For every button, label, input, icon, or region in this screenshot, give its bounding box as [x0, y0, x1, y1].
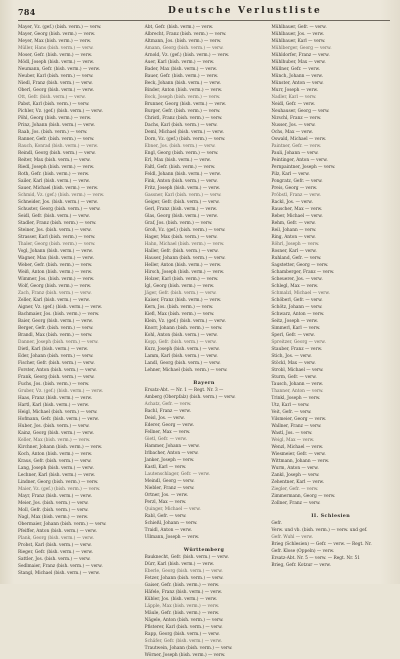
casualty-entry: Graf, Jos. (bish. verm.) — verw. — [144, 221, 213, 226]
casualty-entry: Steiner, Jos. (bish. verm.) — verw. — [18, 228, 92, 233]
casualty-entry: Lehner, Michael (bish. verm.) — verw. — [144, 368, 228, 373]
casualty-entry: Dietl, Karl (bish. verm.) — verw. — [18, 347, 88, 352]
casualty-entry: Faltl, Gefr. (bish. verm.) — verw. — [144, 165, 216, 170]
casualty-entry: Lamm, Karl (bish. verm.) — verw. — [144, 354, 218, 359]
casualty-entry: Pongratz, Gefr. — verw. — [271, 179, 323, 184]
casualty-entry: Fischer, Gefr. (bish. verm.) — verw. — [18, 361, 95, 366]
casualty-entry: Mayer, Vz. (gef.) (bish. verm.) — verw. — [18, 25, 102, 30]
casualty-entry: Nadler, Karl — verw. — [271, 95, 317, 100]
casualty-entry: Preis, Georg — verw. — [271, 186, 318, 191]
casualty-entry: Landl, Georg (bish. verm.) — verw. — [144, 361, 221, 366]
casualty-entry: Pilz, Karl — verw. — [271, 172, 310, 177]
casualty-entry: Stöckl, Max — verw. — [271, 361, 316, 366]
casualty-entry: Rauch, Konrad (bish. verm.) — verw. — [18, 144, 98, 149]
text-columns — [18, 24, 390, 658]
casualty-entry: Brunner, Georg (bish. verm.) — verw. — [144, 102, 227, 107]
casualty-entry: Ranner, Gefr. (bish. verm.) — verw. — [18, 137, 95, 142]
casualty-entry: Wiesmeier, Gefr. — verw. — [271, 452, 326, 457]
casualty-entry: Peintinger, Anton — verw. — [271, 158, 328, 163]
page-header — [18, 6, 390, 21]
casualty-entry: Wittmann, Johann — verw. — [271, 459, 330, 464]
casualty-entry: Keller, Max (bish. verm.) — verw. — [18, 438, 91, 443]
casualty-entry: Oswald, Michael — verw. — [271, 137, 327, 142]
casualty-entry: Wallner, Franz — verw. — [271, 424, 322, 429]
casualty-entry: Utz, Karl — verw. — [271, 403, 310, 408]
casualty-entry: Traidl, Anton — verw. — [144, 528, 192, 533]
casualty-entry: Niedl, Franz (bish. verm.) — verw. — [18, 81, 93, 86]
casualty-entry: Berger, Gefr. (bish. verm.) — verw. — [18, 326, 94, 331]
casualty-entry: Stadler, Franz (bish. verm.) — verw. — [18, 221, 97, 226]
casualty-entry: Thanner, Anton — verw. — [271, 389, 324, 394]
casualty-entry: Reil, Johann — verw. — [271, 228, 317, 233]
casualty-entry: Brandl, Max (bish. verm.) — verw. — [18, 333, 93, 338]
casualty-entry: Rackl, Jos. — verw. — [271, 200, 313, 205]
casualty-entry: Schmid, Vz. (gef.) (bish. verm.) — verw. — [18, 193, 105, 198]
casualty-entry: Fuchs, Jos. (bish. verm.) — verw. — [18, 382, 90, 387]
casualty-entry: Roth, Gefr. (bish. verm.) — verw. — [18, 172, 90, 177]
casualty-entry: Wolf, Georg (bish. verm.) — verw. — [18, 284, 92, 289]
casualty-entry: Igl, Georg (bish. verm.) — verw. — [144, 284, 215, 289]
casualty-entry: Obermaier, Johann (bish. verm.) — verw. — [18, 522, 107, 527]
casualty-entry: Weber, Gefr. (bish. verm.) — verw. — [18, 263, 93, 268]
casualty-entry: Münch, Johann — verw. — [271, 74, 323, 79]
page-number: 784 — [18, 7, 36, 17]
casualty-entry: Prinz, Johann (bish. verm.) — verw. — [18, 123, 95, 128]
casualty-entry: Trautwein, Johann (bish. verm.) — verw. — [144, 646, 233, 651]
casualty-entry: Bock, Joseph (bish. verm.) — verw. — [144, 95, 221, 100]
casualty-entry: Schießl, Johann — verw. — [144, 521, 198, 526]
casualty-entry: Weigl, Max — verw. — [271, 438, 315, 443]
casualty-entry: Müllner, Gefr. — verw. — [271, 67, 320, 72]
column-left — [18, 24, 137, 580]
casualty-entry: Kirchner, Johann (bish. verm.) — verw. — [18, 445, 103, 450]
casualty-entry: Engl, Georg (bish. verm.) — verw. — [144, 151, 219, 156]
casualty-entry: Pauli, Johann — verw. — [271, 151, 319, 156]
casualty-entry: Röhrl, Joseph — verw. — [271, 242, 320, 247]
casualty-entry: Reber, Michael — verw. — [271, 214, 323, 219]
casualty-entry: Ortner, Jos. — verw. — [144, 493, 189, 498]
casualty-entry: Wörner, Joseph (bish. verm.) — verw. — [144, 653, 226, 658]
casualty-entry: Murr, Joseph — verw. — [271, 88, 319, 93]
casualty-entry: Bauer, Gefr. (bish. verm.) — verw. — [144, 74, 219, 79]
casualty-entry: Sagstetter, Georg — verw. — [271, 263, 329, 268]
column-right — [271, 24, 390, 580]
casualty-entry: Pröbstl, Franz — verw. — [271, 193, 321, 198]
casualty-entry: Frank, Georg (bish. verm.) — verw. — [18, 375, 95, 380]
casualty-entry: Münster, Anton — verw. — [271, 81, 324, 86]
casualty-entry: Schneider, Jos. (bish. verm.) — verw. — [18, 200, 98, 205]
casualty-entry: Zollner, Franz — verw. — [271, 501, 321, 506]
casualty-entry: Rauscher, Max — verw. — [271, 207, 323, 212]
casualty-entry: Dorn, Vz. (gef.) (bish. verm.) — verw. — [144, 137, 226, 142]
casualty-entry: Geiger, Gefr. (bish. verm.) — verw. — [144, 200, 220, 205]
casualty-entry: Heigl, Michael (bish. verm.) — verw. — [18, 410, 98, 415]
casualty-entry: Reiter, Max (bish. verm.) — verw. — [18, 158, 91, 163]
casualty-entry: Forster, Anton (bish. verm.) — verw. — [18, 368, 97, 373]
casualty-entry: Gruber, Vz. (gef.) (bish. verm.) — verw. — [18, 389, 104, 394]
casualty-entry: Mühldorfer, Franz — verw. — [271, 53, 330, 58]
casualty-entry: Bauknecht, Gefr. (bish. verm.) — verw. — [144, 555, 229, 560]
casualty-entry: Ersatz-Abt. Nr. 5 — verw. — Regt. Nr. 51 — [271, 556, 361, 561]
casualty-entry: Oberl, Georg (bish. verm.) — verw. — [18, 88, 94, 93]
casualty-entry: Feldl, Johann (bish. verm.) — verw. — [144, 172, 221, 177]
casualty-entry: Ersatz-Abt. — Nr. 1 — Regt. Nr. 3 — — [144, 388, 224, 393]
casualty-entry: Raab, Jos. (bish. verm.) — verw. — [18, 130, 88, 135]
casualty-entry: Knorr, Johann (bish. verm.) — verw. — [144, 326, 223, 331]
section-heading: Bayern — [193, 380, 215, 386]
casualty-entry: Hofmann, Gefr. (bish. verm.) — verw. — [18, 417, 99, 422]
casualty-entry: Nusser, Jos. — verw. — [271, 123, 316, 128]
casualty-entry: Fetzer, Johann (bish. verm.) — verw. — [144, 576, 224, 581]
casualty-entry: Kainz, Georg (bish. verm.) — verw. — [18, 431, 94, 436]
casualty-entry: Kaiser, Franz (bish. verm.) — verw. — [144, 298, 222, 303]
casualty-entry: Glas, Georg (bish. verm.) — verw. — [144, 214, 218, 219]
casualty-entry: Mühlhuber, Max — verw. — [271, 60, 326, 65]
casualty-entry: Scheuerer, Jos. — verw. — [271, 277, 323, 282]
casualty-entry: Aigner, Vz. (gef.) (bish. verm.) — verw. — [18, 305, 102, 310]
casualty-entry: Vilsmeier, Georg — verw. — [271, 417, 327, 422]
casualty-entry: Ullmann, Joseph — verw. — [144, 535, 200, 540]
casualty-entry: Haas, Franz (bish. verm.) — verw. — [18, 396, 93, 401]
casualty-entry: Hammer, Johann — verw. — [144, 444, 200, 449]
casualty-entry: Brieg, Gefr. Kotzur — verw. — [271, 563, 331, 568]
casualty-entry: Hauser, Johann (bish. verm.) — verw. — [144, 256, 226, 261]
casualty-entry: Spreitzer, Georg — verw. — [271, 340, 326, 345]
casualty-entry: Wagner, Max (bish. verm.) — verw. — [18, 256, 94, 261]
casualty-entry: Rapp, Georg (bish. verm.) — verw. — [144, 632, 220, 637]
casualty-entry: Bachmaier, Jos. (bish. verm.) — verw. — [18, 312, 100, 317]
casualty-entry: Danner, Joseph (bish. verm.) — verw. — [18, 340, 99, 345]
casualty-entry: Ochs, Max — verw. — [271, 130, 313, 135]
casualty-entry: Sauer, Michael (bish. verm.) — verw. — [18, 186, 99, 191]
casualty-entry: Gietl, Gefr. — verw. — [144, 437, 187, 442]
casualty-entry: Kopp, Gefr. (bish. verm.) — verw. — [144, 340, 217, 345]
casualty-entry: Kern, Jos. (bish. verm.) — verw. — [144, 305, 214, 310]
casualty-entry: Meier, Jos. (bish. verm.) — verw. — [18, 501, 89, 506]
casualty-entry: Wimmer, Jos. (bish. verm.) — verw. — [18, 277, 95, 282]
casualty-entry: Schwarz, Anton — verw. — [271, 312, 325, 317]
casualty-entry: Vogl, Johann (bish. verm.) — verw. — [18, 249, 93, 254]
casualty-entry: Niebler, Franz — verw. — [144, 486, 195, 491]
casualty-entry: Pfeiffer, Anton (bish. verm.) — verw. — [18, 529, 97, 534]
casualty-entry: Ruhland, Gefr. — verw. — [271, 256, 322, 261]
casualty-entry: Hartl, Karl (bish. verm.) — verw. — [18, 403, 89, 408]
casualty-entry: Erl, Max (bish. verm.) — verw. — [144, 158, 211, 163]
casualty-entry: Stich, Jos. — verw. — [271, 354, 312, 359]
casualty-entry: Pabst, Karl (bish. verm.) — verw. — [18, 102, 90, 107]
casualty-entry: Moll, Gefr. (bish. verm.) — verw. — [18, 508, 89, 513]
casualty-entry: Auer, Karl (bish. verm.) — verw. — [144, 60, 215, 65]
casualty-entry: Schamberger, Franz — verw. — [271, 270, 335, 275]
casualty-entry: Strobl, Michael — verw. — [271, 368, 324, 373]
casualty-entry: Brieg (Schlesien) — Gefr. — verw. — Regt. Nr. — [271, 542, 372, 547]
casualty-entry: Neuber, Karl (bish. verm.) — verw. — [18, 74, 94, 79]
casualty-entry: Müller, Hans (bish. verm.) — verw. — [18, 46, 94, 51]
casualty-entry: Hager, Max (bish. verm.) — verw. — [144, 235, 218, 240]
casualty-entry: Trinkl, Joseph — verw. — [271, 396, 321, 401]
casualty-entry: Bader, Max (bish. verm.) — verw. — [144, 67, 217, 72]
casualty-entry: Reindl, Georg (bish. verm.) — verw. — [18, 151, 96, 156]
casualty-entry: Kiefl, Max (bish. verm.) — verw. — [144, 312, 215, 317]
casualty-entry: Ziegler, Gefr. — verw. — [271, 487, 319, 492]
casualty-entry: Rehm, Gefr. — verw. — [271, 221, 316, 226]
casualty-entry: Mödl, Joseph (bish. verm.) — verw. — [18, 60, 95, 65]
casualty-entry: Groß, Vz. (gef.) (bish. verm.) — verw. — [144, 228, 226, 233]
casualty-entry: Wastl, Jos. — verw. — [271, 431, 313, 436]
casualty-entry: Mühlberger, Georg — verw. — [271, 46, 332, 51]
casualty-entry: Seidl, Gefr. (bish. verm.) — verw. — [18, 214, 90, 219]
casualty-entry: Gefr. Klose (Oppeln) — verw. — [271, 549, 335, 554]
casualty-entry: Dürr, Karl (bish. verm.) — verw. — [144, 562, 215, 567]
casualty-entry: Häfele, Franz (bish. verm.) — verw. — [144, 590, 222, 595]
section-heading: Württemberg — [183, 547, 225, 553]
casualty-entry: Arnold, Vz. (gef.) (bish. verm.) — verw. — [144, 53, 230, 58]
casualty-entry: Schuster, Georg (bish. verm.) — verw. — [18, 207, 101, 212]
casualty-entry: Ederer, Georg — verw. — [144, 423, 194, 428]
casualty-entry: Altmann, Jos. (bish. verm.) — verw. — [144, 39, 222, 44]
casualty-entry: Stauber, Franz — verw. — [271, 347, 323, 352]
casualty-entry: Rabl, Gefr. — verw. — [144, 514, 187, 519]
casualty-entry: Schlegl, Max — verw. — [271, 284, 319, 289]
casualty-entry: Holzer, Karl (bish. verm.) — verw. — [144, 277, 219, 282]
casualty-entry: Fink, Anton (bish. verm.) — verw. — [144, 179, 218, 184]
running-title: Deutsche Verlustliste — [168, 6, 322, 16]
casualty-entry: Rosner, Karl — verw. — [271, 249, 317, 254]
casualty-entry: Lindner, Georg (bish. verm.) — verw. — [18, 480, 99, 485]
casualty-entry: Sattler, Jos. (bish. verm.) — verw. — [18, 557, 91, 562]
casualty-entry: Schötz, Johann — verw. — [271, 305, 323, 310]
casualty-entry: Hirsch, Joseph (bish. verm.) — verw. — [144, 270, 225, 275]
casualty-entry: Nägele, Anton (bish. verm.) — verw. — [144, 618, 224, 623]
casualty-entry: Klein, Vz. (gef.) (bish. verm.) — verw. — [144, 319, 226, 324]
casualty-entry: Gefr. Wuhl — verw. — [271, 535, 313, 540]
casualty-entry: Lautenschlager, Gefr. — verw. — [144, 472, 210, 477]
casualty-entry: Deml, Michael (bish. verm.) — verw. — [144, 130, 224, 135]
casualty-entry: Meindl, Georg — verw. — [144, 479, 195, 484]
casualty-entry: Ring, Anton — verw. — [271, 235, 316, 240]
casualty-entry: Zankl, Joseph — verw. — [271, 473, 320, 478]
casualty-entry: Schmalzl, Michael — verw. — [271, 291, 330, 296]
casualty-entry: Pichler, Vz. (gef.) (bish. verm.) — verw. — [18, 109, 103, 114]
casualty-entry: Eder, Johann (bish. verm.) — verw. — [18, 354, 94, 359]
casualty-entry: Ebner, Jos. (bish. verm.) — verw. — [144, 144, 216, 149]
casualty-entry: Albrecht, Franz (bish. verm.) — verw. — [144, 32, 227, 37]
casualty-entry: Irlbacher, Anton — verw. — [144, 451, 199, 456]
casualty-entry: Perzl, Max — verw. — [144, 500, 187, 505]
casualty-entry: Gaiser, Gefr. (bish. verm.) — verw. — [144, 583, 220, 588]
casualty-entry: Burger, Gefr. (bish. verm.) — verw. — [144, 109, 221, 114]
casualty-entry: Huber, Jos. (bish. verm.) — verw. — [18, 424, 90, 429]
casualty-entry: Veit, Gefr. — verw. — [271, 410, 312, 415]
casualty-entry: Kübler, Jos. (bish. verm.) — verw. — [144, 597, 218, 602]
casualty-entry: Achatz, Gefr. — verw. — [144, 402, 192, 407]
casualty-entry: Neumann, Gefr. (bish. verm.) — verw. — [18, 67, 101, 72]
casualty-entry: Pfisterer, Karl (bish. verm.) — verw. — [144, 625, 223, 630]
casualty-entry: Pöhl, Georg (bish. verm.) — verw. — [18, 116, 92, 121]
casualty-entry: Jäger, Gefr. (bish. verm.) — verw. — [144, 291, 217, 296]
casualty-entry: Rieger, Gefr. (bish. verm.) — verw. — [18, 550, 93, 555]
casualty-entry: Binder, Anton (bish. verm.) — verw. — [144, 88, 223, 93]
casualty-entry: Abt, Gefr. (bish. verm.) — verw. — [144, 25, 214, 30]
casualty-entry: Janker, Joseph — verw. — [144, 458, 195, 463]
casualty-entry: Schäfer, Gefr. (bish. verm.) — verw. — [144, 639, 222, 644]
casualty-entry: Ott, Gefr. (bish. verm.) — verw. — [18, 95, 86, 100]
casualty-entry: Maier, Vz. (gef.) (bish. verm.) — verw. — [18, 487, 101, 492]
casualty-entry: Strasser, Karl (bish. verm.) — verw. — [18, 235, 96, 240]
casualty-entry: Kohl, Anton (bish. verm.) — verw. — [144, 333, 218, 338]
casualty-entry: Neidl, Gefr. — verw. — [271, 102, 315, 107]
casualty-entry: Amberg (Oberpfalz) (bish. verm.) — verw. — [144, 395, 236, 400]
casualty-entry: Mayr, Franz (bish. verm.) — verw. — [18, 494, 92, 499]
casualty-entry: Mayer, Georg (bish. verm.) — verw. — [18, 32, 96, 37]
casualty-entry: Hahn, Michael (bish. verm.) — verw. — [144, 242, 225, 247]
casualty-entry: Mäule, Gefr. (bish. verm.) — verw. — [144, 611, 220, 616]
casualty-entry: Amann, Georg (bish. verm.) — verw. — [144, 46, 224, 51]
casualty-entry: Sedlmaier, Franz (bish. verm.) — verw. — [18, 564, 103, 569]
casualty-entry: Lechner, Karl (bish. verm.) — verw. — [18, 473, 95, 478]
casualty-entry: Nagl, Max (bish. verm.) — verw. — [18, 515, 89, 520]
casualty-entry: Weiß, Anton (bish. verm.) — verw. — [18, 270, 93, 275]
casualty-entry: Koch, Anton (bish. verm.) — verw. — [18, 452, 93, 457]
casualty-entry: Gassner, Karl (bish. verm.) — verw. — [144, 193, 222, 198]
casualty-entry: Lang, Joseph (bish. verm.) — verw. — [18, 466, 94, 471]
casualty-entry: Sailer, Karl (bish. verm.) — verw. — [18, 179, 90, 184]
casualty-entry: Pernpaintner, Joseph — verw. — [271, 165, 336, 170]
casualty-entry: Quinger, Michael — verw. — [144, 507, 201, 512]
section-heading: II. Schlesien — [311, 513, 351, 519]
casualty-entry: Moser, Gefr. (bish. verm.) — verw. — [18, 53, 93, 58]
casualty-entry: Zimmermann, Georg — verw. — [271, 494, 336, 499]
casualty-entry: Paintner, Gefr. — verw. — [271, 144, 322, 149]
casualty-entry: Heller, Anton (bish. verm.) — verw. — [144, 263, 222, 268]
casualty-entry: Sperl, Gefr. — verw. — [271, 333, 315, 338]
casualty-entry: Plank, Georg (bish. verm.) — verw. — [18, 536, 94, 541]
casualty-entry: Fritz, Joseph (bish. verm.) — verw. — [144, 186, 220, 191]
casualty-entry: Beck, Johann (bish. verm.) — verw. — [144, 81, 221, 86]
column-middle — [144, 24, 264, 658]
casualty-entry: Simmerl, Karl — verw. — [271, 326, 321, 331]
casualty-entry: Eberle, Georg (bish. verm.) — verw. — [144, 569, 223, 574]
casualty-entry: Kraus, Gefr. (bish. verm.) — verw. — [18, 459, 92, 464]
casualty-entry: Gefr. — [271, 521, 282, 526]
casualty-entry: Zehentner, Karl — verw. — [271, 480, 325, 485]
casualty-entry: Deisl, Jos. — verw. — [144, 416, 185, 421]
casualty-entry: Christl, Franz (bish. verm.) — verw. — [144, 116, 223, 121]
casualty-entry: Stangl, Michael (bish. verm.) — verw. — [18, 571, 100, 576]
casualty-entry: Mühlbauer, Karl — verw. — [271, 39, 326, 44]
casualty-entry: Gerl, Franz (bish. verm.) — verw. — [144, 207, 218, 212]
casualty-entry: Nirschl, Franz — verw. — [271, 116, 322, 121]
casualty-entry: Fellner, Max — verw. — [144, 430, 191, 435]
casualty-entry: Wurm, Anton — verw. — [271, 466, 319, 471]
casualty-entry: Bachl, Franz — verw. — [144, 409, 191, 414]
casualty-entry: Riedl, Joseph (bish. verm.) — verw. — [18, 165, 95, 170]
casualty-entry: Mühlbauer, Gefr. — verw. — [271, 25, 327, 30]
casualty-entry: Mühlbauer, Jos. — verw. — [271, 32, 325, 37]
casualty-entry: Probst, Karl (bish. verm.) — verw. — [18, 543, 92, 548]
casualty-entry: Neuhauser, Georg — verw. — [271, 109, 330, 114]
casualty-entry: Thaler, Georg (bish. verm.) — verw. — [18, 242, 96, 247]
casualty-entry: Zeller, Karl (bish. verm.) — verw. — [18, 298, 90, 303]
casualty-entry: Haller, Gefr. (bish. verm.) — verw. — [144, 249, 219, 254]
casualty-entry: Kastl, Karl — verw. — [144, 465, 187, 470]
casualty-entry: Seitz, Joseph — verw. — [271, 319, 319, 324]
casualty-entry: Dachs, Karl (bish. verm.) — verw. — [144, 123, 218, 128]
casualty-entry: Läpple, Max (bish. verm.) — verw. — [144, 604, 220, 609]
casualty-entry: Meyer, Max (bish. verm.) — verw. — [18, 39, 92, 44]
casualty-entry: Sturm, Gefr. — verw. — [271, 375, 317, 380]
casualty-entry: Baier, Georg (bish. verm.) — verw. — [18, 319, 93, 324]
casualty-entry: Wenzl, Michael — verw. — [271, 445, 324, 450]
casualty-entry: Verw. und vb. (bish. verm.) — verw. und gef. — [271, 528, 368, 533]
casualty-entry: Kurz, Joseph (bish. verm.) — verw. — [144, 347, 220, 352]
casualty-entry: Zach, Franz (bish. verm.) — verw. — [18, 291, 92, 296]
casualty-entry: Tausch, Johann — verw. — [271, 382, 324, 387]
casualty-entry: Schöberl, Gefr. — verw. — [271, 298, 323, 303]
